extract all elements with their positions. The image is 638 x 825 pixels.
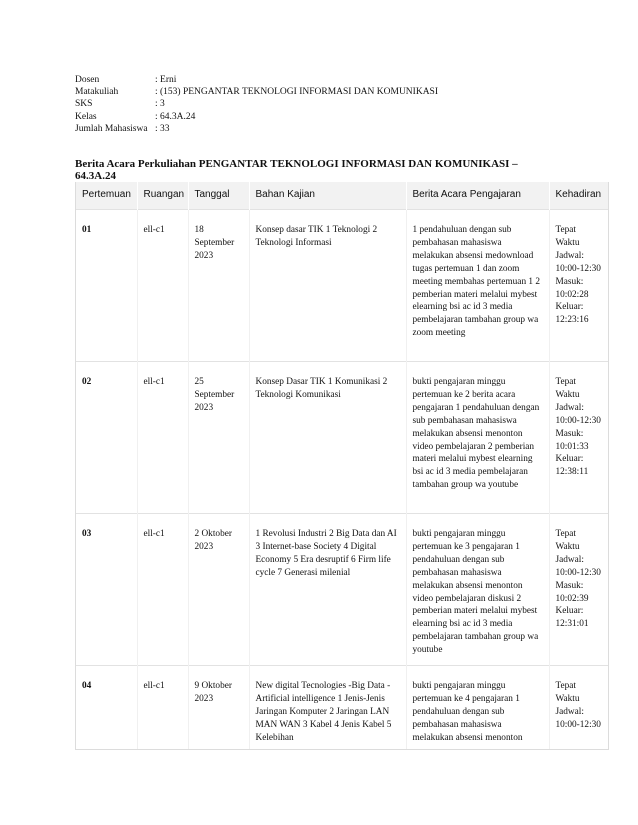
cell-pertemuan: 01 [76, 210, 137, 362]
cell-ruangan: ell-c1 [137, 210, 188, 362]
cell-berita-acara: 1 pendahuluan dengan sub pembahasan mahasiswa melakukan absensi medownload tugas pertemuan 1 dan zoom meeting membahas pertemuan 1 2 pemberian materi melalui mybest elearning bsi ac id 3 media pembelajaran tambahan group wa zoom meeting [406, 210, 549, 362]
cell-bahan-kajian: 1 Revolusi Industri 2 Big Data dan AI 3 Internet-base Society 4 Digital Economy 5 Era desruptif 6 Firm life cycle 7 Generasi milenial [249, 514, 406, 666]
table-row [76, 514, 608, 666]
table-row [76, 362, 608, 514]
cell-tanggal: 25 September 2023 [188, 362, 249, 514]
cell-ruangan: ell-c1 [137, 362, 188, 514]
cell-ruangan: ell-c1 [137, 514, 188, 666]
kelas-value: : 64.3A.24 [155, 111, 196, 122]
matakuliah-row [75, 86, 438, 98]
cell-kehadiran: Tepat Waktu Jadwal: 10:00-12:30 [549, 666, 608, 751]
table-row [76, 210, 608, 362]
header-bahan-kajian: Bahan Kajian [249, 182, 406, 210]
matakuliah-value: : (153) PENGANTAR TEKNOLOGI INFORMASI DAN KOMUNIKASI [155, 87, 439, 98]
cell-ruangan: ell-c1 [137, 666, 188, 751]
dosen-label: Dosen [75, 75, 100, 85]
cell-berita-acara: bukti pengajaran minggu pertemuan ke 3 pengajaran 1 pendahuluan dengan sub pembahasan mahasiswa melakukan absensi menonton video pembelajaran diskusi 2 pemberian materi melalui mybest elearning bsi ac id 3 media pembelajaran tambahan group wa youtube [406, 514, 549, 666]
cell-kehadiran: Tepat Waktu Jadwal: 10:00-12:30 Masuk: 10:02:39 Keluar: 12:31:01 [549, 514, 608, 666]
cell-pertemuan: 03 [76, 514, 137, 666]
header-pertemuan: Pertemuan [76, 182, 137, 210]
cell-kehadiran: Tepat Waktu Jadwal: 10:00-12:30 Masuk: 10:01:33 Keluar: 12:38:11 [549, 362, 608, 514]
cell-pertemuan: 04 [76, 666, 137, 751]
page-title: Berita Acara Perkuliahan PENGANTAR TEKNOLOGI INFORMASI DAN KOMUNIKASI – 64.3A.24 [75, 158, 518, 182]
cell-berita-acara: bukti pengajaran minggu pertemuan ke 2 berita acara pengajaran 1 pendahuluan dengan sub pembahasan mahasiswa melakukan absensi menonton video pembelajaran 2 pemberian materi melalui mybest elearning bsi ac id 3 media pembelajaran tambahan group wa youtube [406, 362, 549, 514]
cell-tanggal: 18 September 2023 [188, 210, 249, 362]
dosen-row [75, 74, 438, 86]
sks-row [75, 98, 438, 110]
dosen-value: : Erni [155, 75, 177, 85]
kelas-label: Kelas [75, 111, 97, 122]
matakuliah-label: Matakuliah [75, 87, 119, 98]
jumlah-mahasiswa-row [75, 123, 438, 135]
berita-acara-table-container [75, 182, 609, 750]
header-tanggal: Tanggal [188, 182, 249, 210]
table-header-row [76, 182, 608, 210]
header-ruangan: Ruangan [137, 182, 188, 210]
kelas-row [75, 111, 438, 123]
table-row [76, 666, 608, 751]
cell-pertemuan: 02 [76, 362, 137, 514]
header-berita-acara: Berita Acara Pengajaran [406, 182, 549, 210]
jumlah-mahasiswa-value: : 33 [155, 123, 170, 134]
berita-acara-table [76, 182, 609, 750]
cell-kehadiran: Tepat Waktu Jadwal: 10:00-12:30 Masuk: 10:02:28 Keluar: 12:23:16 [549, 210, 608, 362]
sks-label: SKS [75, 99, 93, 110]
course-info [75, 74, 438, 135]
cell-berita-acara: bukti pengajaran minggu pertemuan ke 4 pengajaran 1 pendahuluan dengan sub pembahasan mahasiswa melakukan absensi menonton [406, 666, 549, 751]
sks-value: : 3 [155, 99, 165, 110]
cell-bahan-kajian: Konsep dasar TIK 1 Teknologi 2 Teknologi Informasi [249, 210, 406, 362]
cell-tanggal: 2 Oktober 2023 [188, 514, 249, 666]
cell-tanggal: 9 Oktober 2023 [188, 666, 249, 751]
cell-bahan-kajian: New digital Tecnologies -Big Data -Artificial intelligence 1 Jenis-Jenis Jaringan Komputer 2 Jaringan LAN MAN WAN 3 Kabel 4 Jenis Kabel 5 Kelebihan [249, 666, 406, 751]
header-kehadiran: Kehadiran [549, 182, 608, 210]
cell-bahan-kajian: Konsep Dasar TIK 1 Komunikasi 2 Teknologi Komunikasi [249, 362, 406, 514]
jumlah-mahasiswa-label: Jumlah Mahasiswa [75, 123, 148, 134]
